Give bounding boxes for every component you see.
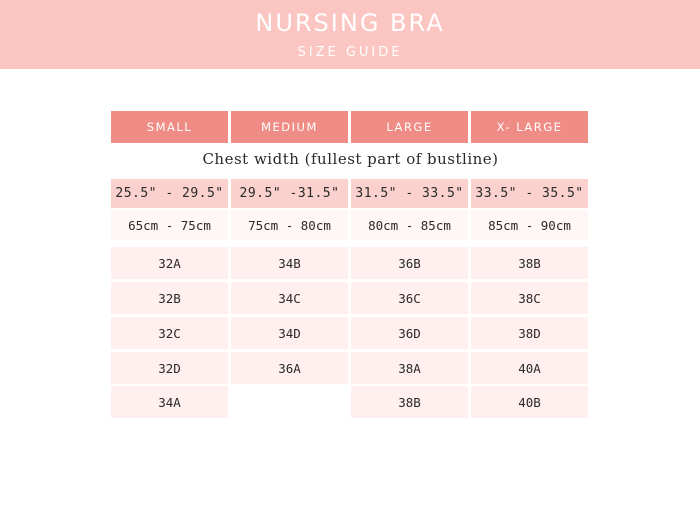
size-cell-small: 32A bbox=[111, 247, 228, 279]
inch-range-large: 31.5" - 33.5" bbox=[351, 179, 468, 208]
column-header-xlarge: X- LARGE bbox=[471, 111, 588, 143]
column-header-medium: MEDIUM bbox=[231, 111, 348, 143]
size-cell-large: 36C bbox=[351, 282, 468, 314]
column-header-large: LARGE bbox=[351, 111, 468, 143]
measurement-label: Chest width (fullest part of bustline) bbox=[202, 150, 499, 168]
inch-range-small: 25.5" - 29.5" bbox=[111, 179, 228, 208]
size-cell-xlarge: 40B bbox=[471, 386, 588, 418]
column-header-small: SMALL bbox=[111, 111, 228, 143]
size-cell-xlarge: 38C bbox=[471, 282, 588, 314]
size-cell-medium: 34D bbox=[231, 317, 348, 349]
size-cell-xlarge: 38B bbox=[471, 247, 588, 279]
inch-range-xlarge: 33.5" - 35.5" bbox=[471, 179, 588, 208]
page-title: NURSING BRA bbox=[255, 9, 445, 37]
size-cell-medium: 36A bbox=[231, 352, 348, 384]
size-cell-small: 32B bbox=[111, 282, 228, 314]
cm-range-large: 80cm - 85cm bbox=[351, 210, 468, 240]
size-cell-medium: 34B bbox=[231, 247, 348, 279]
size-cell-xlarge: 40A bbox=[471, 352, 588, 384]
inch-range-medium: 29.5" -31.5" bbox=[231, 179, 348, 208]
size-chart-table bbox=[111, 0, 590, 525]
size-cell-medium: 34C bbox=[231, 282, 348, 314]
size-cell-xlarge: 38D bbox=[471, 317, 588, 349]
cm-range-small: 65cm - 75cm bbox=[111, 210, 228, 240]
size-cell-large: 38B bbox=[351, 386, 468, 418]
size-cell-small: 32D bbox=[111, 352, 228, 384]
cm-range-medium: 75cm - 80cm bbox=[231, 210, 348, 240]
size-cell-small: 32C bbox=[111, 317, 228, 349]
size-cell-large: 36D bbox=[351, 317, 468, 349]
size-cell-large: 36B bbox=[351, 247, 468, 279]
size-cell-small: 34A bbox=[111, 386, 228, 418]
size-cell-large: 38A bbox=[351, 352, 468, 384]
cm-range-xlarge: 85cm - 90cm bbox=[471, 210, 588, 240]
page-subtitle: SIZE GUIDE bbox=[297, 45, 403, 60]
